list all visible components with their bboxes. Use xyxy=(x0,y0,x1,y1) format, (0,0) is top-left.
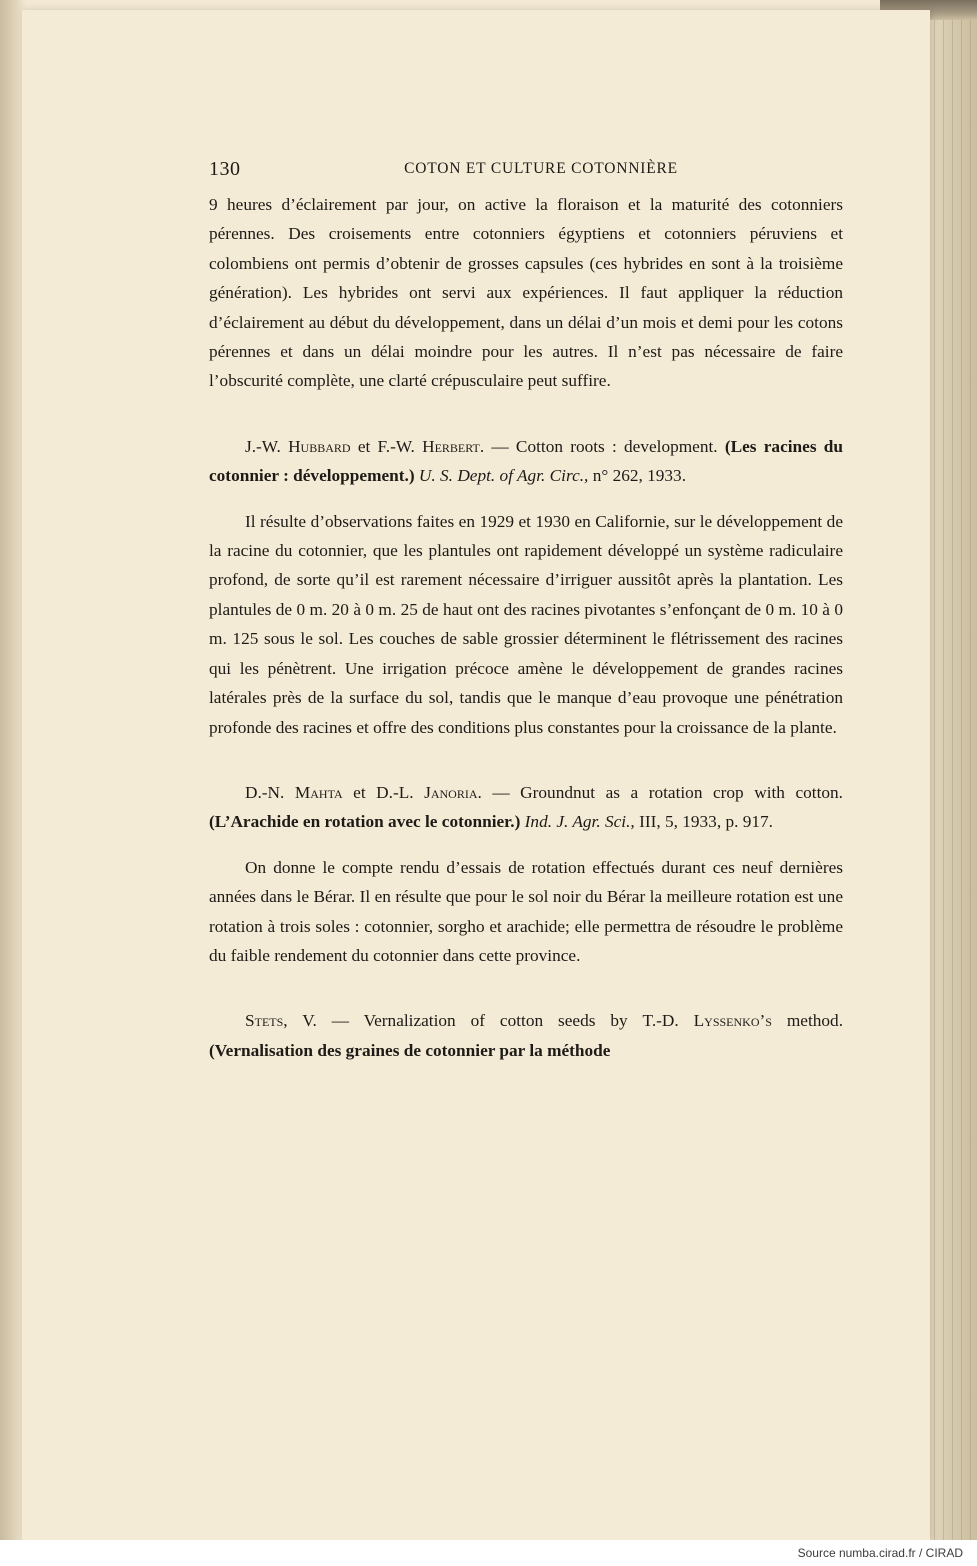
citation-reference: III, 5, 1933, p. 917. xyxy=(639,812,773,832)
citation-method-author: T.-D. Lyssenko’s xyxy=(642,1011,772,1031)
citation-author: D.-N. Mahta xyxy=(245,782,343,802)
citation-original-title-end: method. xyxy=(786,1011,844,1031)
page-edge-line xyxy=(970,0,971,1540)
citation-translated-title: (Les racines du cotonnier : développement.) xyxy=(209,436,844,486)
citation-original-title: — Vernalization of cotton seeds by xyxy=(331,1011,628,1031)
citation-author: J.-W. Hubbard xyxy=(245,436,351,456)
bibliographic-citation xyxy=(209,778,843,837)
citation-original-title: — Groundnut as a rotation crop with cotton. xyxy=(492,782,843,802)
abstract-paragraph: On donne le compte rendu d’essais de rotation effectués durant ces neuf dernières années dans le Bérar. Il en résulte que pour le sol noir du Bérar la meilleure rotation est une rotation à trois soles : cotonnier, sorgho et arachide; elle permettra de résoudre le problème du faible rendement du cotonnier dans cette province. xyxy=(209,857,843,965)
stacked-page-edges xyxy=(926,0,977,1540)
continued-paragraph: 9 heures d’éclairement par jour, on active la floraison et la maturité des cotonniers pérennes. Des croisements entre cotonniers égyptiens et cotonniers péruviens et colombiens ont permis d’obtenir de grosses capsules (ces hybrides en sont à la troisième génération). Les hybrides ont servi aux expériences. Il faut appliquer la réduction d’éclairement au début du développement, dans un délai d’un mois et demi pour les cotons pérennes et dans un délai moindre pour les autres. Il n’est pas nécessaire de faire l’obscurité complète, une clarté crépusculaire peut suffire. xyxy=(209,195,843,391)
citation-author: F.-W. Herbert. xyxy=(377,436,485,456)
abstract-paragraph: Il résulte d’observations faites en 1929 et 1930 en Californie, sur le développement de la racine du cotonnier, que les plantules ont rapidement développé un système radiculaire profond, de sorte qu’il est rarement nécessaire d’irriguer aussitôt après la plantation. Les plantules de 0 m. 20 à 0 m. 25 de haut ont des racines pivotantes s’enfonçant de 0 m. 10 à 0 m. 125 sous le sol. Les couches de sable grossier déterminent le flétrissement des racines qui les pénètrent. Une irrigation précoce amène le développement de grandes racines latérales près de la surface du sol, tandis que le manque d’eau provoque une pénétration profonde des racines et offre des conditions plus constantes pour la croissance de la plante. xyxy=(209,511,843,737)
citation-source: Ind. J. Agr. Sci., xyxy=(524,812,635,832)
running-title: COTON ET CULTURE COTONNIÈRE xyxy=(404,160,678,177)
citation-original-title: — Cotton roots : development. xyxy=(491,436,718,456)
source-attribution: Source numba.cirad.fr / CIRAD xyxy=(797,1546,963,1560)
page-content xyxy=(209,156,843,1065)
running-head xyxy=(209,156,843,186)
citation-reference: n° 262, 1933. xyxy=(592,466,687,486)
page-edge-line xyxy=(943,0,944,1540)
citation-translated-title: (Vernalisation des graines de cotonnier par la méthode xyxy=(209,1040,611,1060)
citation-joiner: et xyxy=(357,436,371,456)
citation-source: U. S. Dept. of Agr. Circ., xyxy=(418,466,589,486)
citation-joiner: et xyxy=(353,782,366,802)
page-edge-line xyxy=(934,0,935,1540)
citation-translated-title: (L’Arachide en rotation avec le cotonnier.) xyxy=(209,812,521,832)
page-edge-line xyxy=(952,0,953,1540)
page-number: 130 xyxy=(209,158,241,180)
bibliographic-citation xyxy=(209,1006,843,1065)
bibliographic-citation xyxy=(209,432,843,491)
page-edge-line xyxy=(961,0,962,1540)
citation-author: Stets, V. xyxy=(245,1011,317,1031)
citation-author: D.-L. Janoria. xyxy=(376,782,482,802)
